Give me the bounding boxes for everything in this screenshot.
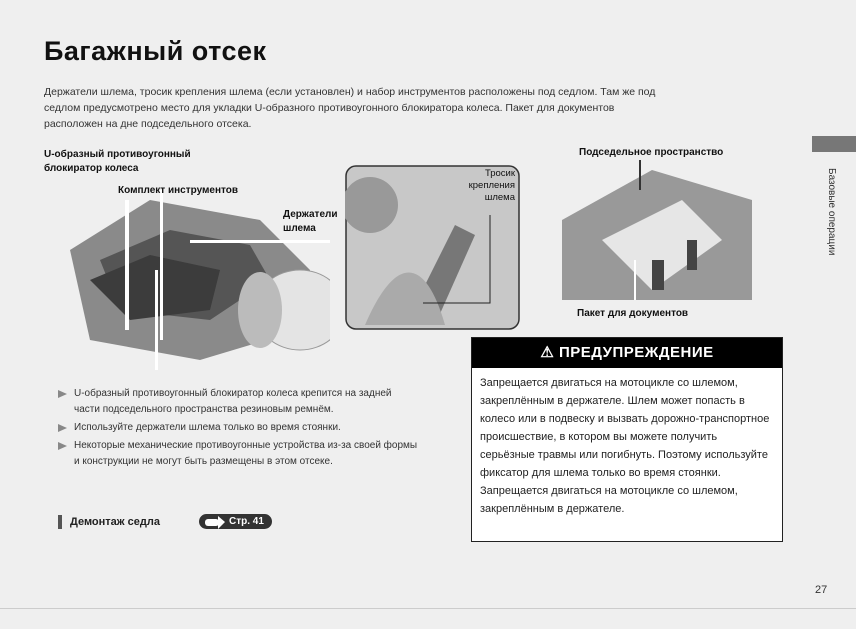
note-item: Используйте держатели шлема только во время стоянки.: [58, 420, 418, 436]
label-u-lock: U-образный противоугонный блокиратор колеса: [44, 149, 191, 174]
note-item: U-образный противоугонный блокиратор колеса крепится на задней части подседельного пространства резиновым ремнём.: [58, 386, 418, 418]
arrow-icon: [205, 519, 219, 526]
label-tool-kit: Комплект инструментов: [118, 185, 239, 196]
subsection-heading: Демонтаж седла: [58, 515, 160, 529]
intro-paragraph: Держатели шлема, тросик крепления шлема (если установлен) и набор инструментов расположены под седлом. Там же под седлом предусмотрено место для укладки U-образного противоугонного блокиратора колеса. Пакет для документов расположен на дне подседельного отсека.: [44, 86, 656, 130]
page-reference-label: Стр. 41: [229, 516, 264, 527]
warning-triangle-icon: ⚠: [540, 344, 555, 361]
warning-title: ПРЕДУПРЕЖДЕНИЕ: [558, 344, 714, 361]
label-doc-bag: Пакет для документов: [577, 308, 689, 319]
notes-list: [58, 386, 418, 472]
warning-header: [472, 338, 782, 368]
warning-box: [471, 337, 783, 542]
page-number: 27: [815, 584, 828, 596]
section-tab-label: Базовые операции: [826, 168, 837, 256]
label-helmet-holders: Держатели шлема: [283, 209, 338, 234]
under-seat-illustration: [562, 160, 752, 300]
label-under-seat: Подседельное пространство: [579, 147, 724, 158]
note-item: Некоторые механические противоугонные устройства из-за своей формы и конструкции не могут быть размещены в этом отсеке.: [58, 438, 418, 470]
warning-text: Запрещается двигаться на мотоцикле со шлемом, закреплённым в держателе. Шлем может попасть в колесо или в подвеску и вызвать дорожно-транспортное происшествие, в котором вы можете получить серьёзные травмы или погибнуть. Поэтому используйте фиксатор для шлема только во время стоянки. Запрещается двигаться на мотоцикле со шлемом, закреплённым в держателе.: [480, 377, 770, 515]
page-title: Багажный отсек: [44, 36, 267, 66]
label-helmet-cable: Тросик крепления шлема: [468, 168, 515, 203]
page-reference-link[interactable]: [199, 514, 272, 529]
footer-divider: [0, 608, 856, 609]
section-tab: [812, 136, 856, 152]
